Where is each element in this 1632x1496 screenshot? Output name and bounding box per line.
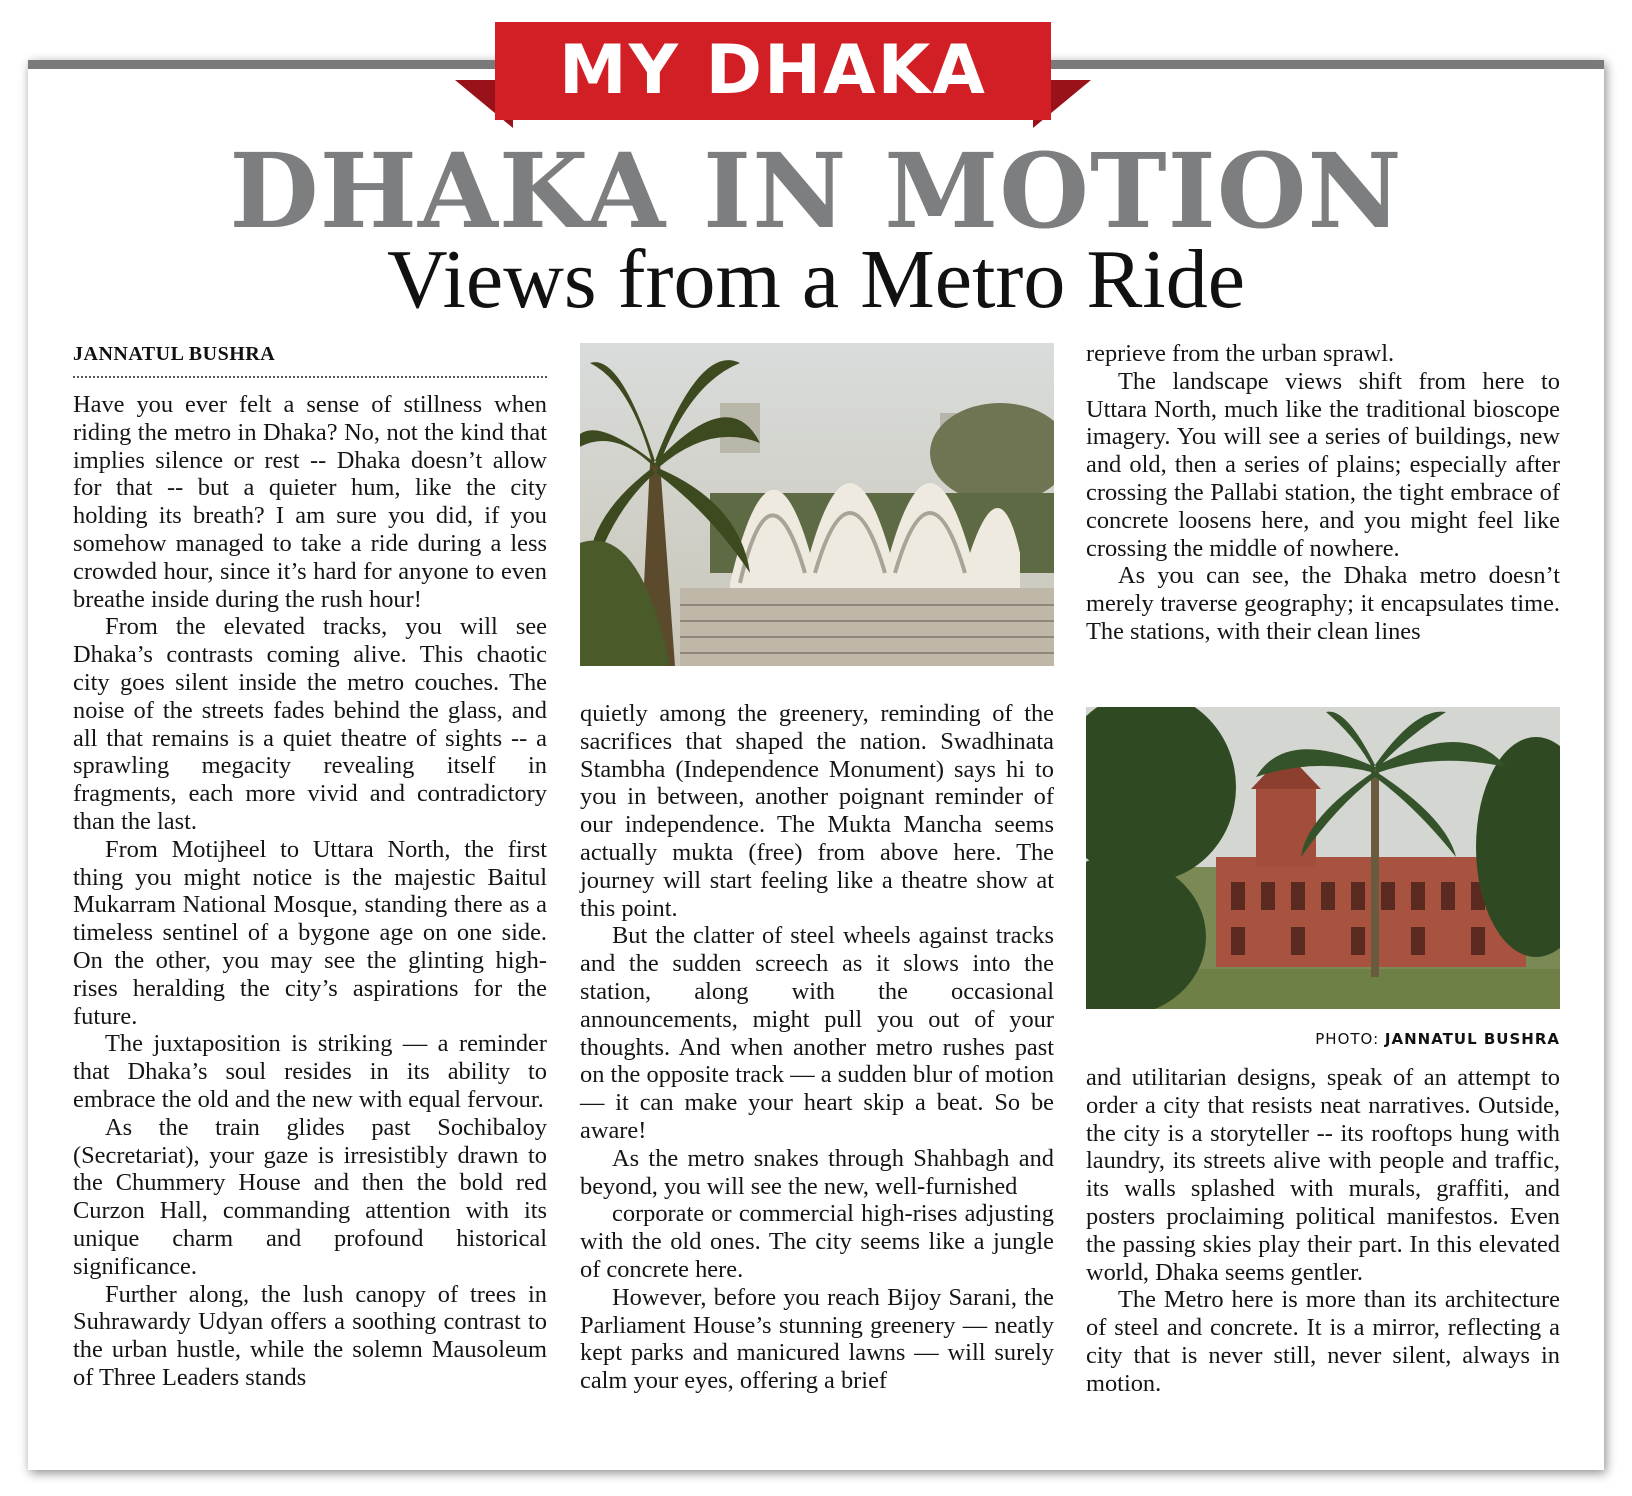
paragraph: As you can see, the Dhaka metro doesn’t merely traverse geography; it encapsulates time. The stations, with their clean lines: [1086, 562, 1560, 645]
headline: DHAKA IN MOTION: [229, 131, 1403, 252]
subheadline: Views from a Metro Ride: [386, 233, 1246, 326]
article-column-1: [73, 391, 547, 1392]
photo-credit: [1086, 1030, 1560, 1048]
photo-credit-prefix: PHOTO:: [1315, 1030, 1385, 1048]
paragraph: corporate or commercial high-rises adjusting with the old ones. The city seems like a jungle of concrete here.: [580, 1200, 1054, 1283]
paragraph: The Metro here is more than its architecture of steel and concrete. It is a mirror, reflecting a city that is never still, never silent, always in motion.: [1086, 1286, 1560, 1397]
curzon-hall-photo: [1086, 707, 1560, 1009]
paragraph: Have you ever felt a sense of stillness when riding the metro in Dhaka? No, not the kind that implies silence or rest -- Dhaka doesn’t allow for that -- but a quieter hum, like the city holding its breath? I am sure you did, if you somehow managed to take a ride during a less crowded hour, since it’s hard for anyone to even breathe inside during the rush hour!: [73, 391, 547, 613]
paragraph: From Motijheel to Uttara North, the first thing you might notice is the majestic Baitul Mukarram National Mosque, standing there as a timeless sentinel of a bygone age on one side. On the other, you may see the glinting high-rises heralding the city’s aspirations for the future.: [73, 835, 547, 1030]
photo-credit-name: JANNATUL BUSHRA: [1384, 1030, 1560, 1048]
article-column-3-bottom: [1086, 1064, 1560, 1398]
article-column-2: [580, 700, 1054, 1395]
paragraph: From the elevated tracks, you will see Dhaka’s contrasts coming alive. This chaotic city goes silent inside the metro couches. The noise of the streets fades behind the glass, and all that remains is a quiet theatre of sights -- a sprawling megacity revealing itself in fragments, each more vivid and contradictory than the last.: [73, 613, 547, 835]
paragraph: and utilitarian designs, speak of an attempt to order a city that resists neat narratives. Outside, the city is a storyteller -- its rooftops hung with laundry, its streets alive with people and traffic, its walls splashed with murals, graffiti, and posters proclaiming political manifestos. Even the passing skies play their part. In this elevated world, Dhaka seems gentler.: [1086, 1064, 1560, 1286]
byline-divider: [73, 376, 547, 378]
paragraph: But the clatter of steel wheels against tracks and the sudden screech as it slows into the station, along with the occasional announcements, might pull you out of your thoughts. And when another metro rushes past on the opposite track — a sudden blur of motion — it can make your heart skip a beat. So be aware!: [580, 922, 1054, 1144]
paragraph: The juxtaposition is striking — a reminder that Dhaka’s soul resides in its ability to embrace the old and the new with equal fervour.: [73, 1030, 547, 1113]
paragraph: Further along, the lush canopy of trees in Suhrawardy Udyan offers a soothing contrast to the urban hustle, while the solemn Mausoleum of Three Leaders stands: [73, 1280, 547, 1391]
section-banner-label: MY DHAKA: [495, 22, 1051, 120]
paragraph: As the train glides past Sochibaloy (Secretariat), your gaze is irresistibly drawn to the Chummery House and then the bold red Curzon Hall, commanding attention with its unique charm and profound historical significance.: [73, 1113, 547, 1280]
section-banner: [455, 22, 1091, 127]
paragraph: However, before you reach Bijoy Sarani, the Parliament House’s stunning greenery — neatly kept parks and manicured lawns — will surely calm your eyes, offering a brief: [580, 1283, 1054, 1395]
byline: JANNATUL BUSHRA: [73, 343, 276, 365]
paragraph: reprieve from the urban sprawl.: [1086, 340, 1395, 367]
paragraph: The landscape views shift from here to Uttara North, much like the traditional bioscope imagery. You will see a series of buildings, new and old, then a series of plains; especially after crossing the Pallabi station, the tight embrace of concrete loosens here, and you might feel like crossing the middle of nowhere.: [1086, 367, 1560, 562]
article-column-3-top: [1086, 340, 1560, 646]
mukta-mancha-photo: [580, 343, 1054, 666]
paragraph: As the metro snakes through Shahbagh and beyond, you will see the new, well-furnished: [580, 1144, 1054, 1200]
paragraph: quietly among the greenery, reminding of the sacrifices that shaped the nation. Swadhinata Stambha (Independence Monument) says hi to you in between, another poignant reminder of our independence. The Mukta Mancha seems actually mukta (free) from above here. The journey will start feeling like a theatre show at this point.: [580, 700, 1054, 922]
